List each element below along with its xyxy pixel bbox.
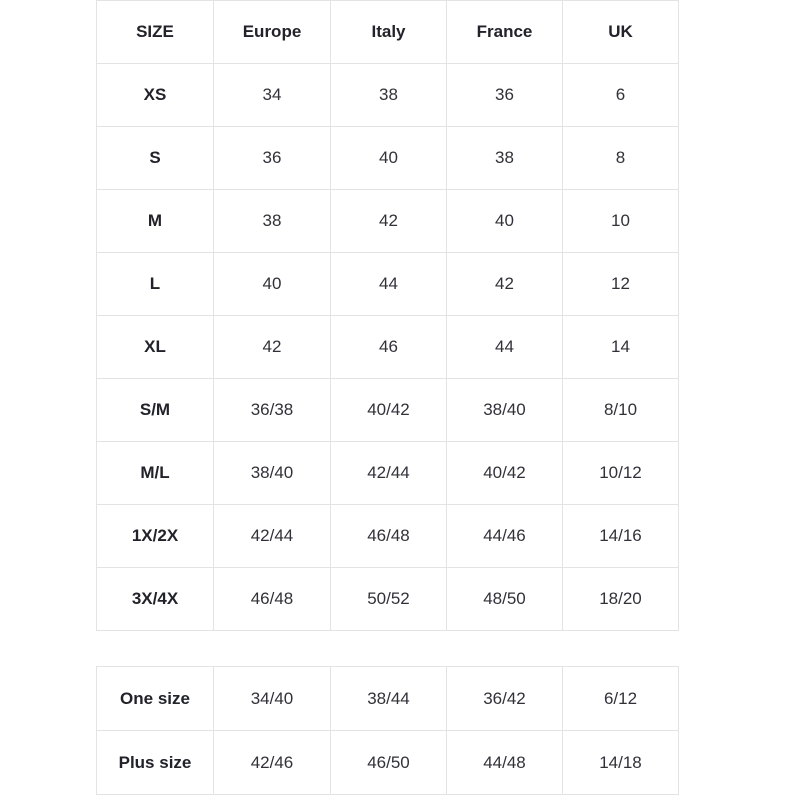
table-spacer (96, 631, 678, 666)
cell-size: S (97, 127, 214, 190)
cell-europe: 46/48 (214, 568, 331, 631)
cell-europe: 38 (214, 190, 331, 253)
cell-italy: 42 (331, 190, 447, 253)
table-row (97, 731, 679, 795)
cell-uk: 14/18 (563, 731, 679, 795)
cell-france: 42 (447, 253, 563, 316)
column-header-france: France (447, 1, 563, 64)
cell-europe: 36/38 (214, 379, 331, 442)
cell-uk: 14 (563, 316, 679, 379)
table-row (97, 442, 679, 505)
cell-france: 44/48 (447, 731, 563, 795)
cell-france: 48/50 (447, 568, 563, 631)
cell-italy: 46/48 (331, 505, 447, 568)
table-row (97, 127, 679, 190)
cell-uk: 8/10 (563, 379, 679, 442)
cell-italy: 44 (331, 253, 447, 316)
cell-italy: 40 (331, 127, 447, 190)
cell-france: 44/46 (447, 505, 563, 568)
table-row (97, 379, 679, 442)
cell-france: 44 (447, 316, 563, 379)
cell-italy: 46 (331, 316, 447, 379)
cell-uk: 12 (563, 253, 679, 316)
cell-size: L (97, 253, 214, 316)
table-header-row (97, 1, 679, 64)
table-row (97, 505, 679, 568)
cell-size: M (97, 190, 214, 253)
table-row (97, 667, 679, 731)
column-header-uk: UK (563, 1, 679, 64)
size-conversion-table (96, 0, 679, 631)
cell-europe: 42/46 (214, 731, 331, 795)
cell-france: 40 (447, 190, 563, 253)
cell-size: 1X/2X (97, 505, 214, 568)
cell-france: 36/42 (447, 667, 563, 731)
cell-europe: 34 (214, 64, 331, 127)
table-row (97, 253, 679, 316)
cell-europe: 42/44 (214, 505, 331, 568)
column-header-italy: Italy (331, 1, 447, 64)
cell-size: S/M (97, 379, 214, 442)
cell-europe: 38/40 (214, 442, 331, 505)
cell-uk: 8 (563, 127, 679, 190)
cell-italy: 42/44 (331, 442, 447, 505)
table-body (97, 64, 679, 631)
cell-italy: 38 (331, 64, 447, 127)
table-row (97, 568, 679, 631)
cell-italy: 50/52 (331, 568, 447, 631)
cell-size: 3X/4X (97, 568, 214, 631)
cell-size: Plus size (97, 731, 214, 795)
cell-europe: 34/40 (214, 667, 331, 731)
cell-size: XL (97, 316, 214, 379)
table-body (97, 667, 679, 795)
cell-uk: 18/20 (563, 568, 679, 631)
table-row (97, 316, 679, 379)
cell-uk: 6/12 (563, 667, 679, 731)
cell-italy: 40/42 (331, 379, 447, 442)
cell-france: 38/40 (447, 379, 563, 442)
cell-italy: 38/44 (331, 667, 447, 731)
cell-uk: 6 (563, 64, 679, 127)
one-size-table (96, 666, 679, 795)
cell-france: 40/42 (447, 442, 563, 505)
cell-size: M/L (97, 442, 214, 505)
size-tables-container (96, 0, 678, 795)
cell-france: 36 (447, 64, 563, 127)
column-header-size: SIZE (97, 1, 214, 64)
table-row (97, 190, 679, 253)
table-row (97, 64, 679, 127)
column-header-europe: Europe (214, 1, 331, 64)
cell-europe: 42 (214, 316, 331, 379)
cell-size: XS (97, 64, 214, 127)
cell-uk: 10 (563, 190, 679, 253)
table-header (97, 1, 679, 64)
cell-size: One size (97, 667, 214, 731)
cell-france: 38 (447, 127, 563, 190)
cell-uk: 14/16 (563, 505, 679, 568)
cell-europe: 40 (214, 253, 331, 316)
cell-italy: 46/50 (331, 731, 447, 795)
cell-uk: 10/12 (563, 442, 679, 505)
cell-europe: 36 (214, 127, 331, 190)
